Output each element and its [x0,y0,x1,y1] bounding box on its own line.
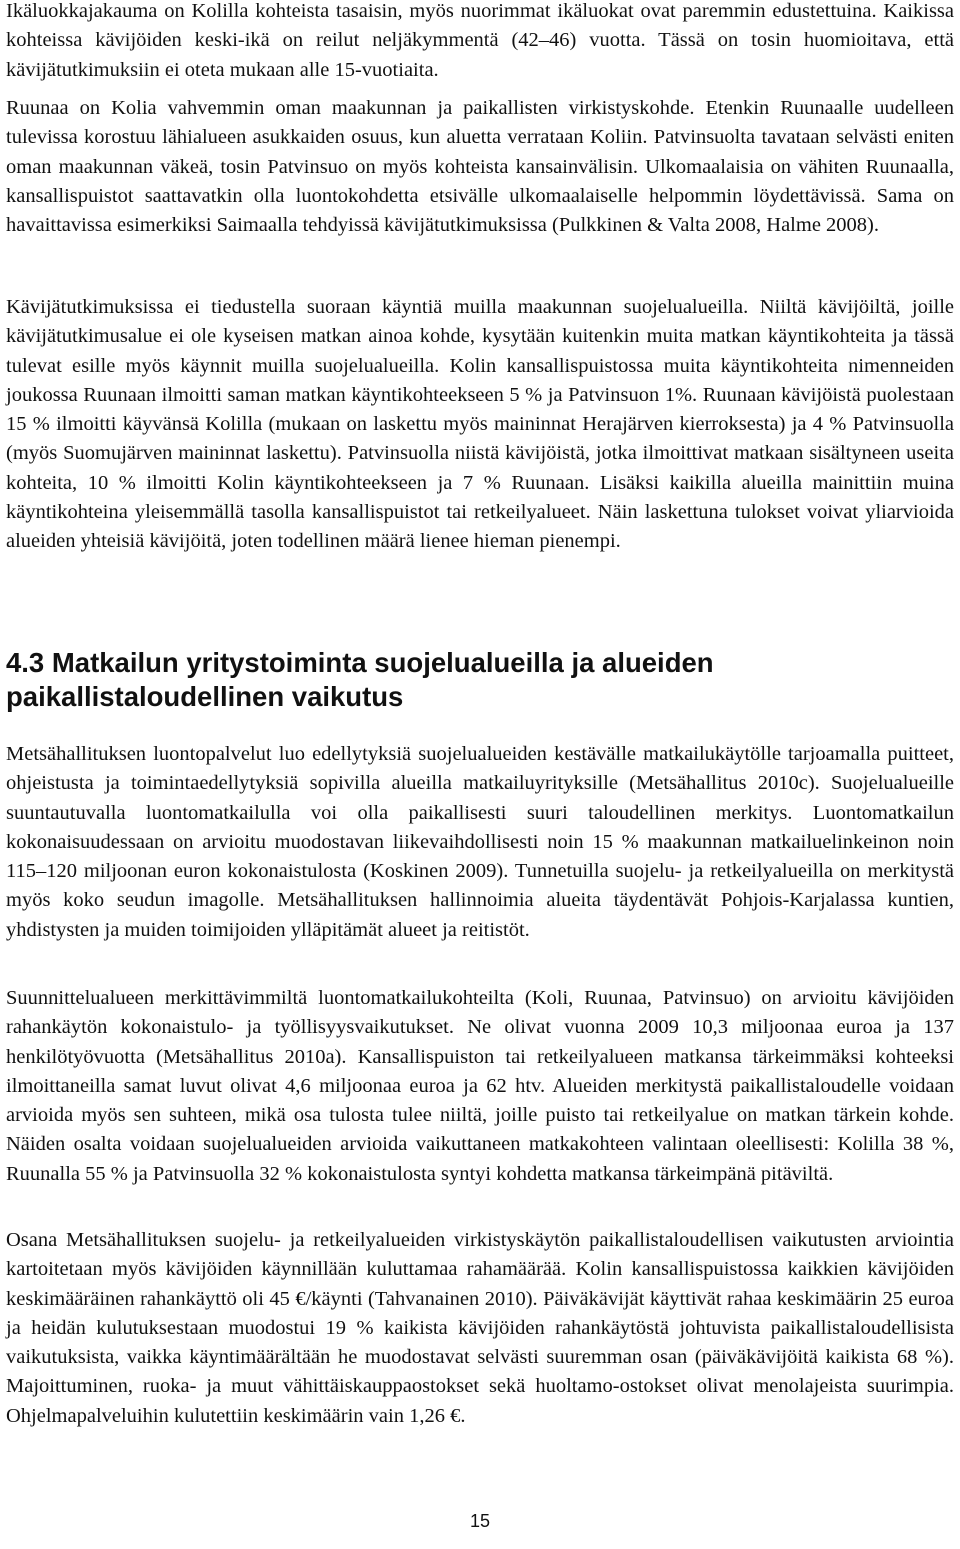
section-heading [6,646,954,714]
section-title: Matkailun yritystoiminta suojelualueilla ja alueiden paikallistaloudellinen vaikutus [6,647,714,712]
page-number: 15 [469,1511,491,1531]
paragraph-other-sites: Kävijätutkimuksissa ei tiedustella suoraan käyntiä muilla maakunnan suojelualueilla. Niiltä kävijöiltä, joille kävijätutkimusalue ei ole kyseisen matkan ainoa kohde, kysytään kuitenkin muita matkan käyntikohteita ja tässä tulevat esille myös käynnit muilla suojelualueilla. Kolin kansallispuistossa muita käyntikohteita nimenneiden joukossa Ruunaan ilmoitti saman matkan käyntikohteekseen 5 % ja Patvinsuon 1%. Ruunaan kävijöistä puolestaan 15 % ilmoitti käyvänsä Kolilla (mukaan on laskettu myös maininnat Herajärven kierroksesta) ja 4 % Patvinsuolla (myös Suomujärven maininnat laskettu). Patvinsuolla niistä kävijöistä, jotka ilmoittivat matkaan sisältyneen useita kohteita, 10 % ilmoitti Kolin käyntikohteekseen ja 7 % Ruunaan. Lisäksi kaikilla alueilla mainittiin muina käyntikohteina yleisemmällä tasolla kansallispuistot tai retkeilyalueet. Näin laskettuna tulokset voivat yliarvioida alueiden yhteisiä kävijöitä, joten todellinen määrä lienee hieman pienempi. [6,296,954,553]
paragraph-visitor-spending: Osana Metsähallituksen suojelu- ja retkeilyalueiden virkistyskäytön paikallistaloudellisen vaikutusten arviointia kartoitetaan myös kävijöiden käynnillään kuluttamaa rahamäärää. Kolin kansallispuistossa kaikkien kävijöiden keskimääräinen rahankäyttö oli 45 €/käynti (Tahvanainen 2010). Päiväkävijät käyttivät rahaa keskimäärin 25 euroa ja heidän kulutuksestaan muodostui 19 % kaikista kävijöiden rahankäytöstä johtuvista paikallistaloudellisista vaikutuksista, vaikka käyntimäärältään he muodostavat selvästi suuremman osan (päiväkävijöitä kaikista 68 %). Majoittuminen, ruoka- ja muut vähittäiskauppaostokset sekä huoltamo-ostokset olivat menolajeista suurimpia. Ohjelmapalveluihin kulutettiin keskimäärin vain 1,26 €. [6,1229,954,1427]
section-number: 4.3 [6,647,45,678]
paragraph-nature-tourism: Metsähallituksen luontopalvelut luo edellytyksiä suojelualueiden kestävälle matkailukäytölle tarjoamalla puitteet, ohjeistusta ja toimintaedellytyksiä sopivilla alueilla matkailuyrityksille (Metsähallitus 2010c). Suojelualueille suuntautuvalla luontomatkailulla voi olla paikallisesti suuri taloudellinen merkitys. Luontomatkailun kokonaisuudessaan on arvioitu muodostavan liikevaihdollisesti noin 15 % maakunnan matkailuelinkeinon noin 115–120 miljoonan euron kokonaistulosta (Koskinen 2009). Tunnetuilla suojelu- ja retkeilyalueilla on merkitystä myös koko seudun imagolle. Metsähallituksen hallinnoimia alueita täydentävät Pohjois-Karjalassa kuntien, yhdistysten ja muiden toimijoiden ylläpitämät alueet ja reitistöt. [6,743,954,941]
paragraph-economic-impact: Suunnittelualueen merkittävimmiltä luontomatkailukohteilta (Koli, Ruunaa, Patvinsuo) on arvioitu kävijöiden rahankäytön kokonaistulo- ja työllisyysvaikutukset. Ne olivat vuonna 2009 10,3 miljoonaa euroa ja 137 henkilötyövuotta (Metsähallitus 2010a). Kansallispuiston tai retkeilyalueen matkansa tärkeimmäksi kohteeksi ilmoittaneilla samat luvut olivat 4,6 miljoonaa euroa ja 62 htv. Alueiden merkitystä paikallistaloudelle voidaan arvioida myös sen suhteen, mikä osa tulosta tulee niiltä, joille puisto tai retkeilyalue on matkan tärkein kohde. Näiden osalta voidaan suojelualueiden arvioida vaikuttaneen matkakohteen valintaan oleellisesti: Kolilla 38 %, Ruunalla 55 % ja Patvinsuolla 32 % kokonaistulosta syntyi kohdetta matkansa tärkeimpänä pitäviltä. [6,987,954,1185]
paragraph-ruunaa-visitors: Ruunaa on Kolia vahvemmin oman maakunnan ja paikallisten virkistyskohde. Etenkin Ruunaalle uudelleen tulevissa korostuu lähialueen asukkaiden osuus, kun aluetta verrataan Koliin. Patvinsuolta tavataan selvästi eniten oman maakunnan väkeä, tosin Patvinsuo on myös kohteista kansainvälisin. Ulkomaalaisia on vähiten Ruunaalla, kansallispuistot saattavatkin olla luontokohdetta etsivälle ulkomaalaiselle helpommin löydettävissä. Sama on havaittavissa esimerkiksi Saimaalla tehdyissä kävijätutkimuksissa (Pulkkinen & Valta 2008, Halme 2008). [6,97,954,237]
paragraph-age-distribution: Ikäluokkajakauma on Kolilla kohteista tasaisin, myös nuorimmat ikäluokat ovat paremmin edustettuina. Kaikissa kohteissa kävijöiden keski-ikä on reilut neljäkymmentä (42–46) vuotta. Tässä on tosin huomioitava, että kävijätutkimuksiin ei oteta mukaan alle 15-vuotiaita. [6,0,954,81]
